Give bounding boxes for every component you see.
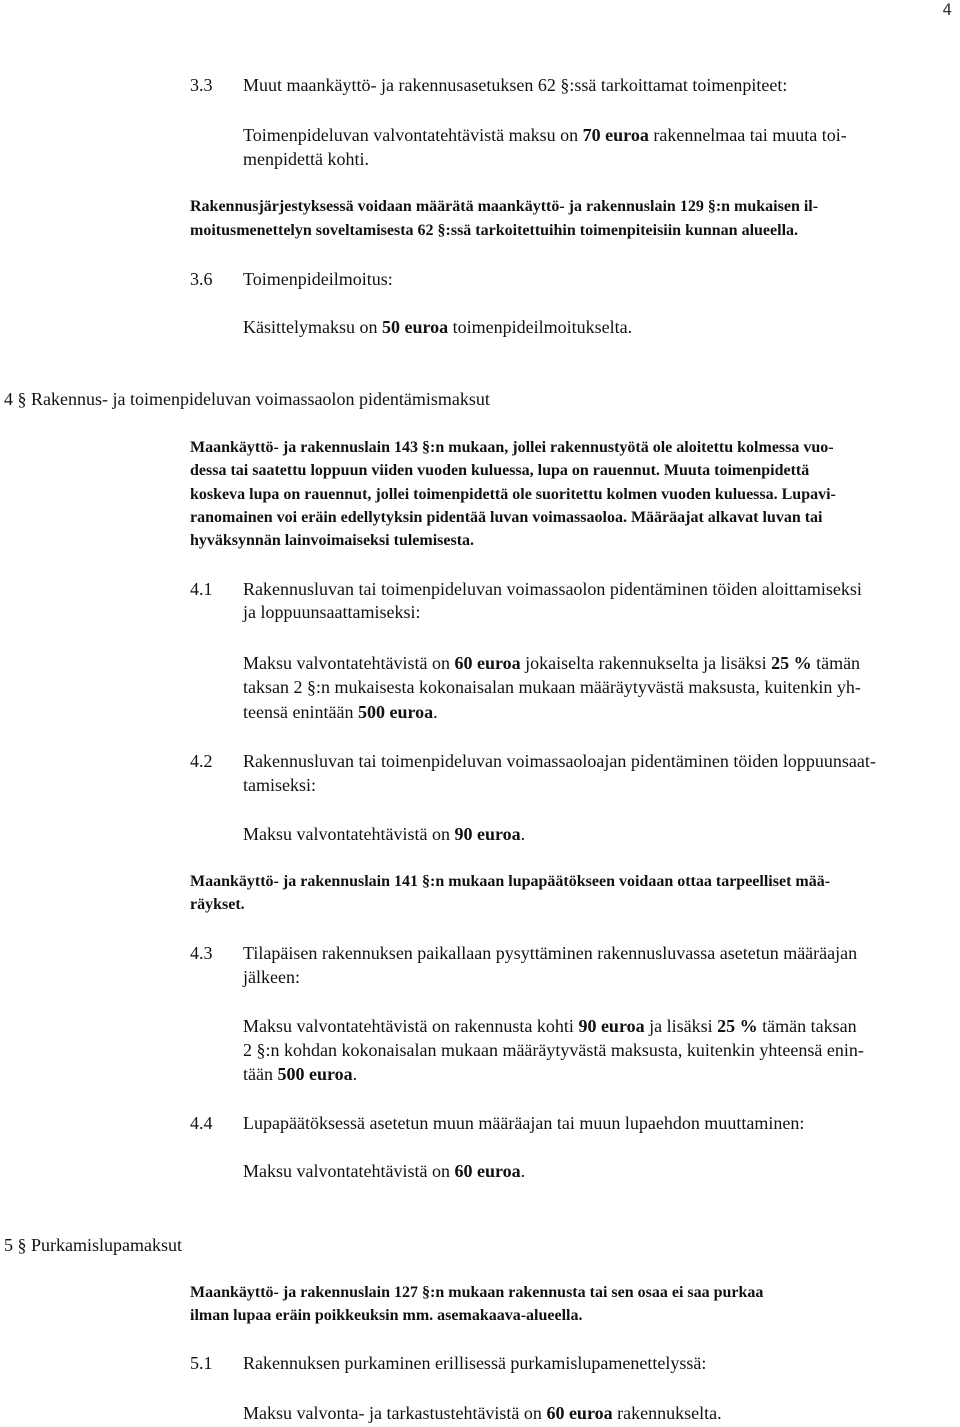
note-line: Maankäyttö- ja rakennuslain 141 §:n mukaan lupapäätökseen voidaan ottaa tarpeelliset mää-: [190, 873, 831, 890]
section-number: 3.6: [190, 269, 213, 289]
percentage: 25 %: [771, 653, 812, 673]
text: tään: [243, 1064, 278, 1084]
fee-amount: 60 euroa: [546, 1403, 613, 1423]
text: rakennukselta.: [612, 1403, 722, 1423]
text: ja lisäksi: [644, 1016, 718, 1036]
text: jokaiselta rakennukselta ja lisäksi: [520, 653, 772, 673]
fee-amount: 50 euroa: [381, 317, 449, 337]
section-heading: tamiseksi:: [243, 775, 316, 795]
paragraph-line: [243, 1014, 857, 1038]
paragraph-line: [243, 1062, 357, 1086]
section-heading: jälkeen:: [243, 967, 300, 987]
paragraph-line: [243, 1159, 525, 1183]
note-line: dessa tai saatettu loppuun viiden vuoden kuluessa, lupa on rauennut. Muuta toimenpidettä: [190, 462, 810, 479]
section-heading: Tilapäisen rakennuksen paikallaan pysyttäminen rakennusluvassa asetetun määräajan: [243, 943, 858, 963]
text: .: [520, 1161, 526, 1181]
fee-amount: 60 euroa: [454, 1161, 521, 1181]
note-line: koskeva lupa on rauennut, jollei toimenpidettä ole suoritettu kolmen vuoden kuluessa. Lupavi-: [190, 486, 836, 503]
note-line: hyväksynnän lainvoimaiseksi tulemisesta.: [190, 532, 475, 549]
text: .: [520, 824, 526, 844]
note-line: Maankäyttö- ja rakennuslain 127 §:n mukaan rakennusta tai sen osaa ei saa purkaa: [190, 1284, 764, 1301]
section-heading: Rakennuksen purkaminen erillisessä purkamislupamenettelyssä:: [243, 1353, 707, 1373]
paragraph-line: [243, 1401, 722, 1425]
text: tämän: [811, 653, 861, 673]
section-heading: Rakennusluvan tai toimenpideluvan voimassaolon pidentäminen töiden aloittamiseksi: [243, 579, 862, 599]
section-heading: Toimenpideilmoitus:: [243, 269, 393, 289]
note-line: Rakennusjärjestyksessä voidaan määrätä maankäyttö- ja rakennuslain 129 §:n mukaisen il-: [190, 198, 819, 215]
paragraph-line: taksan 2 §:n mukaisesta kokonaisalan mukaan määräytyvästä maksusta, kuitenkin yh-: [243, 677, 861, 697]
section-number: 3.3: [190, 75, 213, 95]
paragraph-line: [243, 123, 847, 147]
section-heading: Rakennusluvan tai toimenpideluvan voimassaoloajan pidentäminen töiden loppuunsaat-: [243, 751, 876, 771]
text: .: [352, 1064, 358, 1084]
section-heading: ja loppuunsaattamiseksi:: [243, 602, 421, 622]
section-number: 4.1: [190, 579, 213, 599]
fee-amount: 500 euroa: [277, 1064, 353, 1084]
fee-amount: 90 euroa: [578, 1016, 645, 1036]
note-line: Maankäyttö- ja rakennuslain 143 §:n mukaan, jollei rakennustyötä ole aloitettu kolmessa vuo-: [190, 439, 834, 456]
note-line: ranomainen voi eräin edellytyksin pidentää luvan voimassaoloa. Määräajat alkavat luvan tai: [190, 509, 823, 526]
chapter-heading: 4 § Rakennus- ja toimenpideluvan voimassaolon pidentämismaksut: [4, 389, 490, 409]
paragraph-line: 2 §:n kohdan kokonaisalan mukaan määräytyvästä maksusta, kuitenkin yhteensä enin-: [243, 1040, 864, 1060]
note-line: moitusmenettelyn soveltamisesta 62 §:ssä tarkoitettuihin toimenpiteisiin kunnan alueella.: [190, 222, 799, 239]
section-number: 4.3: [190, 943, 213, 963]
percentage: 25 %: [717, 1016, 758, 1036]
text: Käsittelymaksu on: [243, 317, 382, 337]
text: rakennelmaa tai muuta toi-: [648, 125, 847, 145]
page-number: 4: [942, 0, 952, 19]
text: toimenpideilmoitukselta.: [448, 317, 633, 337]
paragraph-line: [243, 700, 438, 724]
text: Maksu valvontatehtävistä on: [243, 1161, 455, 1181]
paragraph-line: [243, 822, 525, 846]
paragraph-line: [243, 315, 632, 339]
paragraph-line: [243, 651, 860, 675]
note-line: ilman lupaa eräin poikkeuksin mm. asemakaava-alueella.: [190, 1307, 583, 1324]
text: Toimenpideluvan valvontatehtävistä maksu on: [243, 125, 583, 145]
text: Maksu valvontatehtävistä on rakennusta kohti: [243, 1016, 579, 1036]
paragraph-line: menpidettä kohti.: [243, 149, 369, 169]
fee-amount: 70 euroa: [582, 125, 649, 145]
section-number: 4.2: [190, 751, 213, 771]
fee-amount: 90 euroa: [454, 824, 521, 844]
section-heading: Lupapäätöksessä asetetun muun määräajan tai muun lupaehdon muuttaminen:: [243, 1113, 805, 1133]
text: Maksu valvonta- ja tarkastustehtävistä on: [243, 1403, 547, 1423]
text: Maksu valvontatehtävistä on: [243, 824, 455, 844]
text: .: [433, 702, 438, 722]
text: tämän taksan: [757, 1016, 857, 1036]
note-line: räykset.: [190, 896, 245, 913]
section-number: 5.1: [190, 1353, 213, 1373]
section-heading: Muut maankäyttö- ja rakennusasetuksen 62 §:ssä tarkoittamat toimenpiteet:: [243, 75, 788, 95]
chapter-heading: 5 § Purkamislupamaksut: [4, 1235, 182, 1255]
fee-amount: 500 euroa: [357, 702, 434, 722]
text: Maksu valvontatehtävistä on: [243, 653, 455, 673]
text: teensä enintään: [243, 702, 358, 722]
fee-amount: 60 euroa: [454, 653, 521, 673]
section-number: 4.4: [190, 1113, 213, 1133]
